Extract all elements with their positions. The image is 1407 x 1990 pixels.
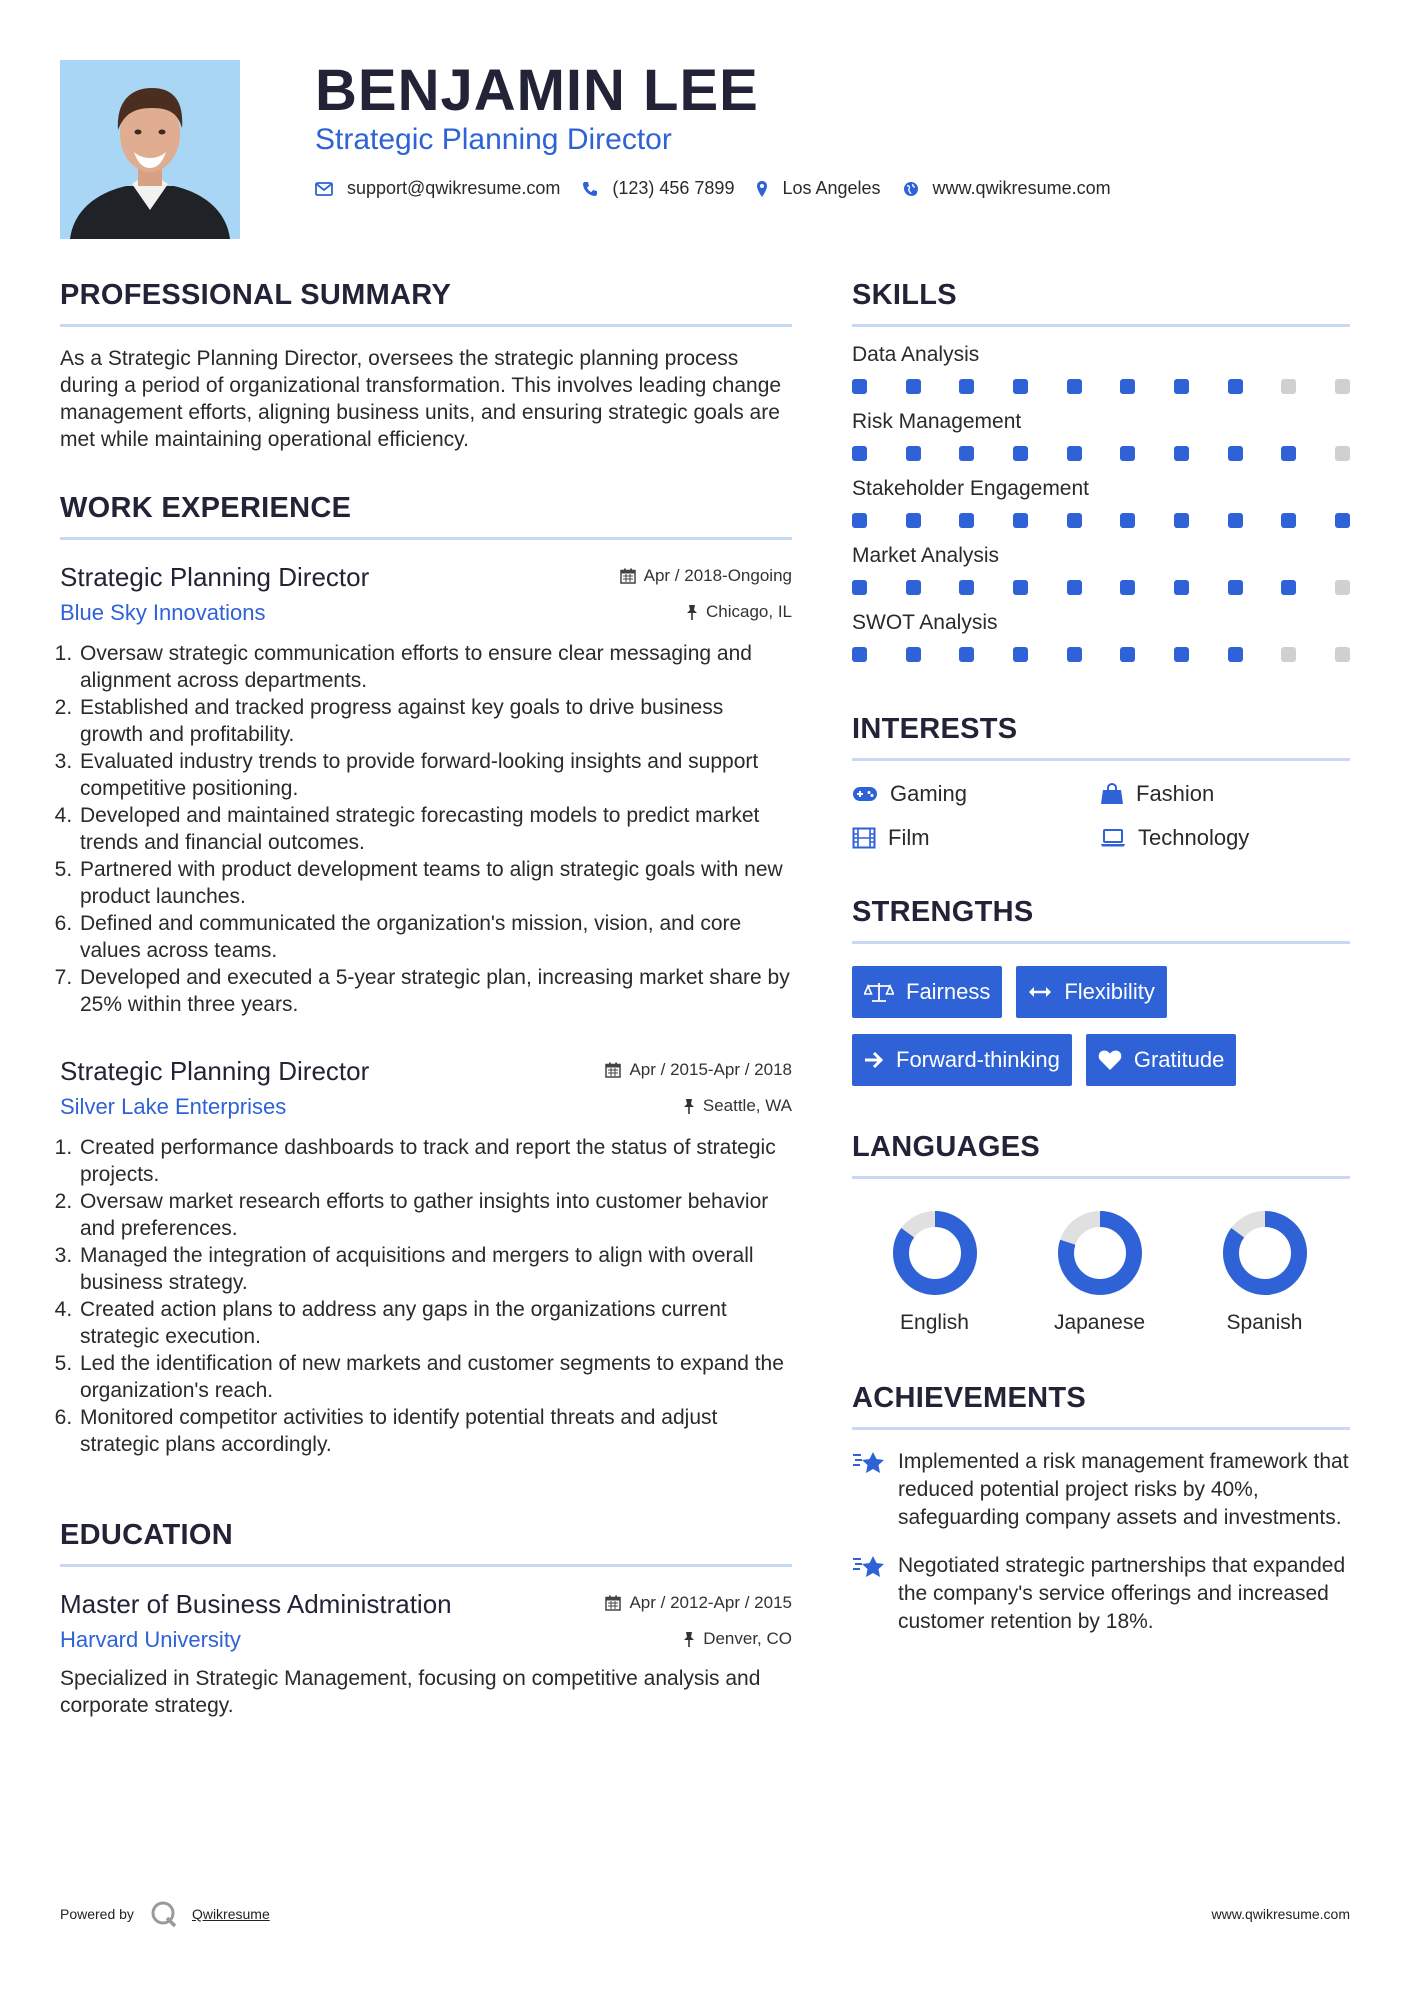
contact-website[interactable] [903, 178, 1111, 199]
skill-dot-filled [1013, 379, 1028, 394]
skill-item [852, 408, 1350, 461]
skill-dot-filled [906, 580, 921, 595]
strength-label: Gratitude [1133, 1047, 1225, 1072]
profile-photo [60, 60, 240, 239]
skill-dot-filled [1174, 379, 1189, 394]
language-item [1017, 1209, 1182, 1335]
interest-item [1100, 781, 1350, 807]
job-bullet: 6. Defined and communicated the organization's mission, vision, and core values across teams. [78, 910, 792, 964]
skill-dot-empty [1335, 379, 1350, 394]
skill-dot-filled [1067, 379, 1082, 394]
qwikresume-link[interactable]: Qwikresume [191, 1906, 270, 1922]
skill-rating [852, 513, 1350, 528]
skill-item [852, 542, 1350, 595]
skill-dot-filled [1120, 647, 1135, 662]
location-text: Los Angeles [782, 178, 881, 198]
arrow-right-icon [864, 1051, 884, 1069]
job-date [605, 1060, 792, 1080]
strength-tag [1086, 1034, 1237, 1086]
job-entry [60, 1054, 792, 1458]
job-bullet: 3. Evaluated industry trends to provide forward-looking insights and support competitive positioning. [78, 748, 792, 802]
job-location-text: Seattle, WA [702, 1096, 792, 1115]
email-text: support@qwikresume.com [347, 178, 561, 198]
skills-list [852, 341, 1350, 662]
calendar-icon [620, 568, 636, 584]
skill-dot-empty [1281, 647, 1296, 662]
skill-dot-filled [852, 580, 867, 595]
strengths-heading: STRENGTHS [852, 891, 1350, 944]
interests-list [852, 781, 1350, 851]
job-bullets [60, 1134, 792, 1458]
skill-dot-filled [959, 513, 974, 528]
skill-item [852, 609, 1350, 662]
job-date-text: Apr / 2018-Ongoing [643, 566, 792, 585]
skill-dot-empty [1335, 446, 1350, 461]
language-item [1182, 1209, 1347, 1335]
balance-scale-icon [864, 981, 894, 1003]
skill-dot-filled [1013, 446, 1028, 461]
job-bullet: 7. Developed and executed a 5-year strategic plan, increasing market share by 25% within three years. [78, 964, 792, 1018]
summary-heading: PROFESSIONAL SUMMARY [60, 274, 792, 327]
skill-dot-filled [1228, 647, 1243, 662]
strength-label: Fairness [906, 979, 991, 1004]
contact-bar [315, 178, 1133, 199]
job-bullet: 1. Created performance dashboards to track and report the status of strategic projects. [78, 1134, 792, 1188]
experience-heading: WORK EXPERIENCE [60, 487, 792, 540]
skill-dot-filled [959, 580, 974, 595]
skill-dot-filled [1013, 647, 1028, 662]
map-marker-icon [756, 180, 768, 198]
summary-text: As a Strategic Planning Director, oversees the strategic planning process during a period of organizational transformation. This involves leading change management efforts, aligning business units, and ensuring strategic goals are met while maintaining operational efficiency. [60, 347, 782, 451]
phone-text: (123) 456 7899 [612, 178, 735, 198]
experience-section [60, 487, 792, 1458]
skill-rating [852, 647, 1350, 662]
skill-dot-filled [1335, 513, 1350, 528]
skills-section [852, 274, 1350, 662]
languages-section [852, 1126, 1350, 1335]
pushpin-icon [686, 604, 698, 620]
interest-item [852, 781, 1100, 807]
skill-dot-filled [959, 379, 974, 394]
job-date-text: Apr / 2015-Apr / 2018 [629, 1060, 792, 1079]
skill-item [852, 475, 1350, 528]
language-donut [1221, 1209, 1309, 1297]
contact-location [756, 178, 880, 199]
language-name: Spanish [1226, 1311, 1303, 1334]
strength-tag [1016, 966, 1166, 1018]
language-donut [1056, 1209, 1144, 1297]
interests-section [852, 708, 1350, 851]
candidate-title: Strategic Planning Director [315, 123, 672, 156]
interest-item [852, 825, 1100, 851]
skill-dot-filled [1174, 446, 1189, 461]
right-column [852, 274, 1350, 1636]
interests-heading: INTERESTS [852, 708, 1350, 761]
phone-icon [582, 181, 598, 197]
skill-dot-filled [1013, 580, 1028, 595]
job-company: Blue Sky Innovations [60, 600, 266, 625]
job-bullets [60, 640, 792, 1018]
arrows-h-icon [1028, 985, 1052, 999]
skill-dot-filled [1281, 513, 1296, 528]
shooting-star-icon [852, 1450, 886, 1476]
skill-dot-filled [906, 647, 921, 662]
education-entry [60, 1587, 792, 1719]
skill-dot-empty [1335, 580, 1350, 595]
job-bullet: 3. Managed the integration of acquisitions and mergers to align with overall business strategy. [78, 1242, 792, 1296]
job-title: Strategic Planning Director [60, 562, 370, 592]
skill-dot-filled [1281, 446, 1296, 461]
strengths-list [852, 966, 1350, 1102]
job-bullet: 4. Created action plans to address any gaps in the organizations current strategic execution. [78, 1296, 792, 1350]
skill-name: Data Analysis [852, 343, 980, 366]
job-bullet: 4. Developed and maintained strategic forecasting models to predict market trends and financial outcomes. [78, 802, 792, 856]
footer-website[interactable]: www.qwikresume.com [1211, 1906, 1350, 1922]
job-location [683, 1096, 792, 1116]
skill-dot-filled [1281, 580, 1296, 595]
languages-list [852, 1209, 1350, 1335]
summary-section [60, 274, 792, 453]
pushpin-icon [683, 1098, 695, 1114]
skill-dot-filled [1228, 446, 1243, 461]
skill-name: Stakeholder Engagement [852, 477, 1089, 500]
education-heading: EDUCATION [60, 1514, 792, 1567]
achievement-text: Negotiated strategic partnerships that expanded the company's service offerings and increased customer retention by 18%. [898, 1554, 1346, 1633]
language-item [852, 1209, 1017, 1335]
interest-item [1100, 825, 1350, 851]
school-name: Harvard University [60, 1627, 241, 1652]
strength-label: Forward-thinking [896, 1047, 1060, 1072]
job-bullet: 5. Partnered with product development teams to align strategic goals with new product launches. [78, 856, 792, 910]
achievement-text: Implemented a risk management framework that reduced potential project risks by 40%, safeguarding company assets and investments. [898, 1450, 1349, 1529]
skill-dot-filled [852, 647, 867, 662]
interest-label: Technology [1138, 825, 1250, 850]
skill-dot-filled [852, 513, 867, 528]
language-name: English [900, 1311, 969, 1334]
skill-dot-filled [1013, 513, 1028, 528]
job-bullet: 2. Oversaw market research efforts to gather insights into customer behavior and preferences. [78, 1188, 792, 1242]
interest-label: Gaming [890, 781, 968, 806]
pushpin-icon [683, 1631, 695, 1647]
skill-dot-filled [906, 446, 921, 461]
job-bullet: 6. Monitored competitor activities to identify potential threats and adjust strategic plans accordingly. [78, 1404, 792, 1458]
education-section [60, 1514, 792, 1719]
skill-dot-filled [1120, 513, 1135, 528]
achievement-item [852, 1448, 1350, 1532]
education-location-text: Denver, CO [703, 1629, 792, 1648]
qwikresume-logo-icon [150, 1900, 178, 1928]
skill-name: Risk Management [852, 410, 1022, 433]
skill-dot-filled [1228, 580, 1243, 595]
job-company: Silver Lake Enterprises [60, 1094, 287, 1119]
laptop-icon [1100, 828, 1126, 848]
strength-tag [852, 1034, 1072, 1086]
job-bullet: 2. Established and tracked progress against key goals to drive business growth and profitability. [78, 694, 792, 748]
skill-dot-filled [1228, 379, 1243, 394]
job-location [686, 602, 792, 622]
footer-powered-by [60, 1900, 270, 1928]
job-date [620, 566, 792, 586]
interest-label: Fashion [1136, 781, 1215, 806]
skill-item [852, 341, 1350, 394]
skill-dot-filled [1174, 647, 1189, 662]
skill-dot-empty [1335, 647, 1350, 662]
strengths-section [852, 891, 1350, 1102]
skill-dot-filled [1120, 580, 1135, 595]
contact-phone[interactable] [582, 178, 734, 199]
languages-heading: LANGUAGES [852, 1126, 1350, 1179]
candidate-name: BENJAMIN LEE [315, 58, 759, 123]
shopping-bag-icon [1100, 783, 1124, 805]
film-icon [852, 827, 876, 849]
skill-dot-filled [1067, 647, 1082, 662]
skill-dot-filled [959, 446, 974, 461]
strength-label: Flexibility [1064, 979, 1155, 1004]
heart-icon [1098, 1049, 1122, 1071]
powered-by-text: Powered by [60, 1906, 134, 1922]
skill-dot-filled [852, 379, 867, 394]
education-date-text: Apr / 2012-Apr / 2015 [629, 1593, 792, 1612]
education-location [683, 1629, 792, 1649]
job-bullet: 1. Oversaw strategic communication efforts to ensure clear messaging and alignment across departments. [78, 640, 792, 694]
job-entry [60, 560, 792, 1018]
skill-dot-filled [852, 446, 867, 461]
education-date [605, 1593, 792, 1613]
calendar-icon [605, 1595, 621, 1611]
achievements-section [852, 1377, 1350, 1636]
skill-rating [852, 580, 1350, 595]
person-portrait-icon [60, 60, 240, 239]
skill-dot-filled [1067, 513, 1082, 528]
skill-rating [852, 446, 1350, 461]
interest-label: Film [888, 825, 930, 850]
skill-dot-filled [1067, 580, 1082, 595]
skill-name: SWOT Analysis [852, 611, 998, 634]
shooting-star-icon [852, 1554, 886, 1580]
skill-dot-filled [1228, 513, 1243, 528]
skill-dot-filled [1174, 513, 1189, 528]
left-column [60, 274, 792, 1719]
skill-rating [852, 379, 1350, 394]
language-donut [891, 1209, 979, 1297]
envelope-icon [315, 182, 333, 196]
skill-dot-filled [1067, 446, 1082, 461]
skill-dot-filled [959, 647, 974, 662]
skill-name: Market Analysis [852, 544, 1000, 567]
website-text: www.qwikresume.com [932, 178, 1111, 198]
skill-dot-filled [1174, 580, 1189, 595]
skill-dot-filled [1120, 446, 1135, 461]
contact-email[interactable] [315, 178, 560, 199]
skills-heading: SKILLS [852, 274, 1350, 327]
job-bullet: 5. Led the identification of new markets and customer segments to expand the organization's reach. [78, 1350, 792, 1404]
skill-dot-filled [906, 513, 921, 528]
language-name: Japanese [1053, 1311, 1146, 1334]
achievements-heading: ACHIEVEMENTS [852, 1377, 1350, 1430]
globe-icon [903, 181, 919, 197]
skill-dot-filled [1120, 379, 1135, 394]
achievement-item [852, 1552, 1350, 1636]
degree-title: Master of Business Administration [60, 1589, 452, 1619]
strength-tag [852, 966, 1002, 1018]
gamepad-icon [852, 786, 878, 802]
job-title: Strategic Planning Director [60, 1056, 370, 1086]
skill-dot-empty [1281, 379, 1296, 394]
skill-dot-filled [906, 379, 921, 394]
education-description: Specialized in Strategic Management, focusing on competitive analysis and corporate strategy. [60, 1667, 761, 1717]
calendar-icon [605, 1062, 621, 1078]
job-location-text: Chicago, IL [706, 602, 792, 621]
